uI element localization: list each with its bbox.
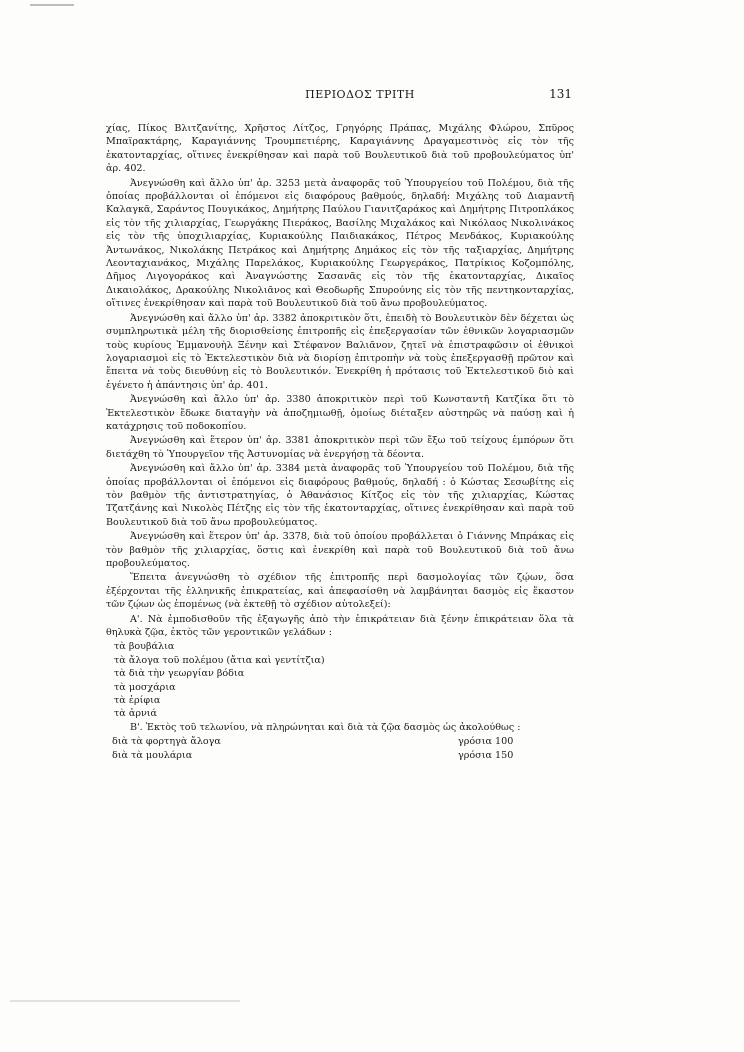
section-b-heading: Β'. Ἐκτὸς τοῦ τελωνίου, νὰ πληρώνηται καὶ διὰ τὰ ζῷα δασμὸς ὡς ἀκολούθως : — [130, 721, 521, 733]
list-item: τὰ μοσχάρια — [114, 681, 176, 693]
page-body — [106, 122, 574, 762]
paragraph: Ἔπειτα ἀνεγνώσθη τὸ σχέδιον τῆς ἐπιτροπῆς περὶ δασμολογίας τῶν ζῴων, ὅσα ἐξέρχονται τῆς ἑλληνικῆς ἐπικρατείας, καὶ ἀπεφασίσθη νὰ λαμβάνηται δασμὸς εἰς ἕκαστον τῶν ζῴων ὡς ἑπομένως (νὰ ἐκτεθῇ τὸ σχέδιον αὐτολεξεί): — [106, 572, 574, 611]
tariff-price: γρόσια 100 — [458, 736, 514, 748]
tariff-row — [106, 735, 528, 748]
paragraph: Ἀνεγνώσθη καὶ ἄλλο ὑπ' ἀρ. 3380 ἀποκριτικὸν περὶ τοῦ Κωνσταντῆ Κατζίκα ὅτι τὸ Ἐκτελεστικὸν ἔδωκε διαταγὴν νὰ ἀποζημιωθῇ, ὁμοίως διέταξεν αὐστηρῶς νὰ παύσῃ καὶ ἡ κατάχρησις τοῦ ποδοκοπίου. — [106, 394, 574, 432]
tariff-item: διὰ τὰ φορτηγὰ ἄλογα — [112, 736, 221, 748]
paragraph: Α'. Νὰ ἐμποδισθοῦν τῆς ἐξαγωγῆς ἀπὸ τὴν ἐπικράτειαν διὰ ξένην ἐπικράτειαν ὅλα τὰ θηλυκὰ ζῷα, ἐκτὸς τῶν γεροντικῶν γελάδων : — [106, 613, 574, 639]
paragraph: Ἀνεγνώσθη καὶ ἕτερον ὑπ' ἀρ. 3381 ἀποκριτικὸν περὶ τῶν ἔξω τοῦ τείχους ἐμπόρων ὅτι διετάχθη τὸ Ὑπουργεῖον τῆς Ἀστυνομίας νὰ ἐνεργήσῃ τὰ δέοντα. — [106, 435, 574, 460]
paragraph: Ἀνεγνώσθη καὶ ἄλλο ὑπ' ἀρ. 3382 ἀποκριτικὸν ὅτι, ἐπειδὴ τὸ Βουλευτικὸν δὲν δέχεται ὡς συμπληρωτικὰ μέλη τῆς διορισθείσης ἐπιτροπῆς εἰς ἐπεξεργασίαν τῶν ἐθνικῶν λογαριασμῶν τοὺς κυρίους Ἐμμανουὴλ Ξένην καὶ Στέφανον Βαλιᾶνον, ζητεῖ νὰ ἐπιστραφῶσιν οἱ ἐθνικοὶ λογαριασμοὶ εἰς τὸ Ἐκτελεστικὸν διὰ νὰ διορίσῃ ἐπιτροπὴν νὰ τοὺς ἐπεξεργασθῇ πρῶτον καὶ ἔπειτα νὰ τοὺς διευθύνῃ εἰς τὸ Βουλευτικόν. Ἐνεκρίθη ἡ πρότασις τοῦ Ἐκτελεστικοῦ διὸ καὶ ἐγένετο ἡ ἀπάντησις ὑπ' ἀρ. 401. — [106, 312, 574, 391]
tariff-row — [106, 749, 528, 762]
list-item: τὰ ἐρίφια — [114, 695, 161, 707]
paragraph: Ἀνεγνώσθη καὶ ἄλλο ὑπ' ἀρ. 3384 μετὰ ἀναφορᾶς τοῦ Ὑπουργείου τοῦ Πολέμου, διὰ τῆς ὁποίας προβάλλονται οἱ ἑπόμενοι εἰς διαφόρους βαθμούς, δηλαδή : ὁ Κώστας Σεσωβίτης εἰς τὸν βαθμὸν τῆς ἀντιστρατηγίας, ὁ Ἀθανάσιος Κίτζος εἰς τὸν τῆς χιλιαρχίας, Κώστας Τζατζάνης καὶ Νικολὸς Πέτζης εἰς τὸν τῆς ἑκατονταρχίας, οἵτινες ἐνεκρίθησαν καὶ παρὰ τοῦ Βουλευτικοῦ διὰ τοῦ ἄνω προβουλεύματος. — [106, 463, 574, 528]
list-item: τὰ βουβάλια — [114, 641, 175, 653]
list-item: τὰ ἀρνιά — [114, 708, 158, 720]
paragraph: Ἀνεγνώσθη καὶ ἄλλο ὑπ' ἀρ. 3253 μετὰ ἀναφορᾶς τοῦ Ὑπουργείου τοῦ Πολέμου, διὰ τῆς ὁποίας προβάλλονται οἱ ἑπόμενοι εἰς διαφόρους βαθμούς, δηλαδή: Μιχάλης τοῦ Διαμαντῆ Καλαγκᾶ, Σαράντος Πουγικάκος, Δημήτρης Παύλου Γιανιτζαράκος καὶ Δημήτρης Πιτροπλάκος εἰς τὸν τῆς χιλιαρχίας, Γεωργάκης Πιεράκος, Βασίλης Μιχαλάκος καὶ Νικόλαος Νικολινάκος εἰς τὸν τῆς ὑποχιλιαρχίας, Κυριακούλης Παιδιακάκος, Πέτρος Μενδάκος, Κυριακούλης Ἀντωνάκος, Νικολάκης Πετράκος καὶ Δημήτρης Δημάκος εἰς τὸν τῆς ταξιαρχίας, Δημήτρης Λεονταχιανάκος, Μιχάλης Παρελάκος, Κυριακούλης Γεωργεράκος, Πατρίκιος Κοζομπόλης, Δῆμος Λιγογοράκος καὶ Ἀναγνώστης Σασανᾶς εἰς τὸν τῆς ἑκατονταρχίας, Δικαῖος Δικαιολάκος, Δρακούλης Νικολιᾶνος καὶ Θεοδωρῆς Σπυρούνης εἰς τὸν τῆς πεντηκονταρχίας, οἵτινες ἐνεκρίθησαν καὶ παρὰ τοῦ Βουλευτικοῦ διὰ τοῦ ἄνω προβουλεύματος. — [106, 177, 574, 310]
paragraph: Ἀνεγνώσθη καὶ ἕτερον ὑπ' ἀρ. 3378, διὰ τοῦ ὁποίου προβάλλεται ὁ Γιάννης Μπράκας εἰς τὸν βαθμὸν τῆς χιλιαρχίας, ὅστις καὶ ἐνεκρίθη καὶ παρὰ τοῦ Βουλευτικοῦ διὰ τοῦ ἄνω προβουλεύματος. — [106, 531, 574, 569]
scan-mark-top — [30, 4, 74, 6]
paragraph: χίας, Πίκος Βλιτζανίτης, Χρῆστος Λίτζος, Γρηγόρης Πράπας, Μιχάλης Φλώρου, Σπῦρος Μπαϊρακτάρης, Καραγιάννης Τρουμπετιέρης, Καραγιάννης Δραγαμεστινὸς εἰς τὸν τῆς ἑκατονταρχίας, οἵτινες ἐνεκρίθησαν καὶ παρὰ τοῦ Βουλευτικοῦ διὰ τοῦ προβουλεύματος ὑπ' ἀρ. 402. — [106, 123, 574, 175]
running-head: ΠΕΡΙΟΔΟΣ ΤΡΙΤΗ — [305, 88, 415, 101]
list-item: τὰ ἄλογα τοῦ πολέμου (ἄτια καὶ γεντίτζια) — [114, 654, 325, 666]
page-number: 131 — [549, 87, 572, 101]
animal-list — [106, 640, 574, 720]
tariff-item: διὰ τὰ μουλάρια — [112, 749, 193, 761]
tariff-price: γρόσια 150 — [458, 749, 514, 761]
list-item: τὰ διὰ τὴν γεωργίαν βόδια — [114, 668, 245, 680]
scan-mark-bottom — [10, 1000, 240, 1002]
